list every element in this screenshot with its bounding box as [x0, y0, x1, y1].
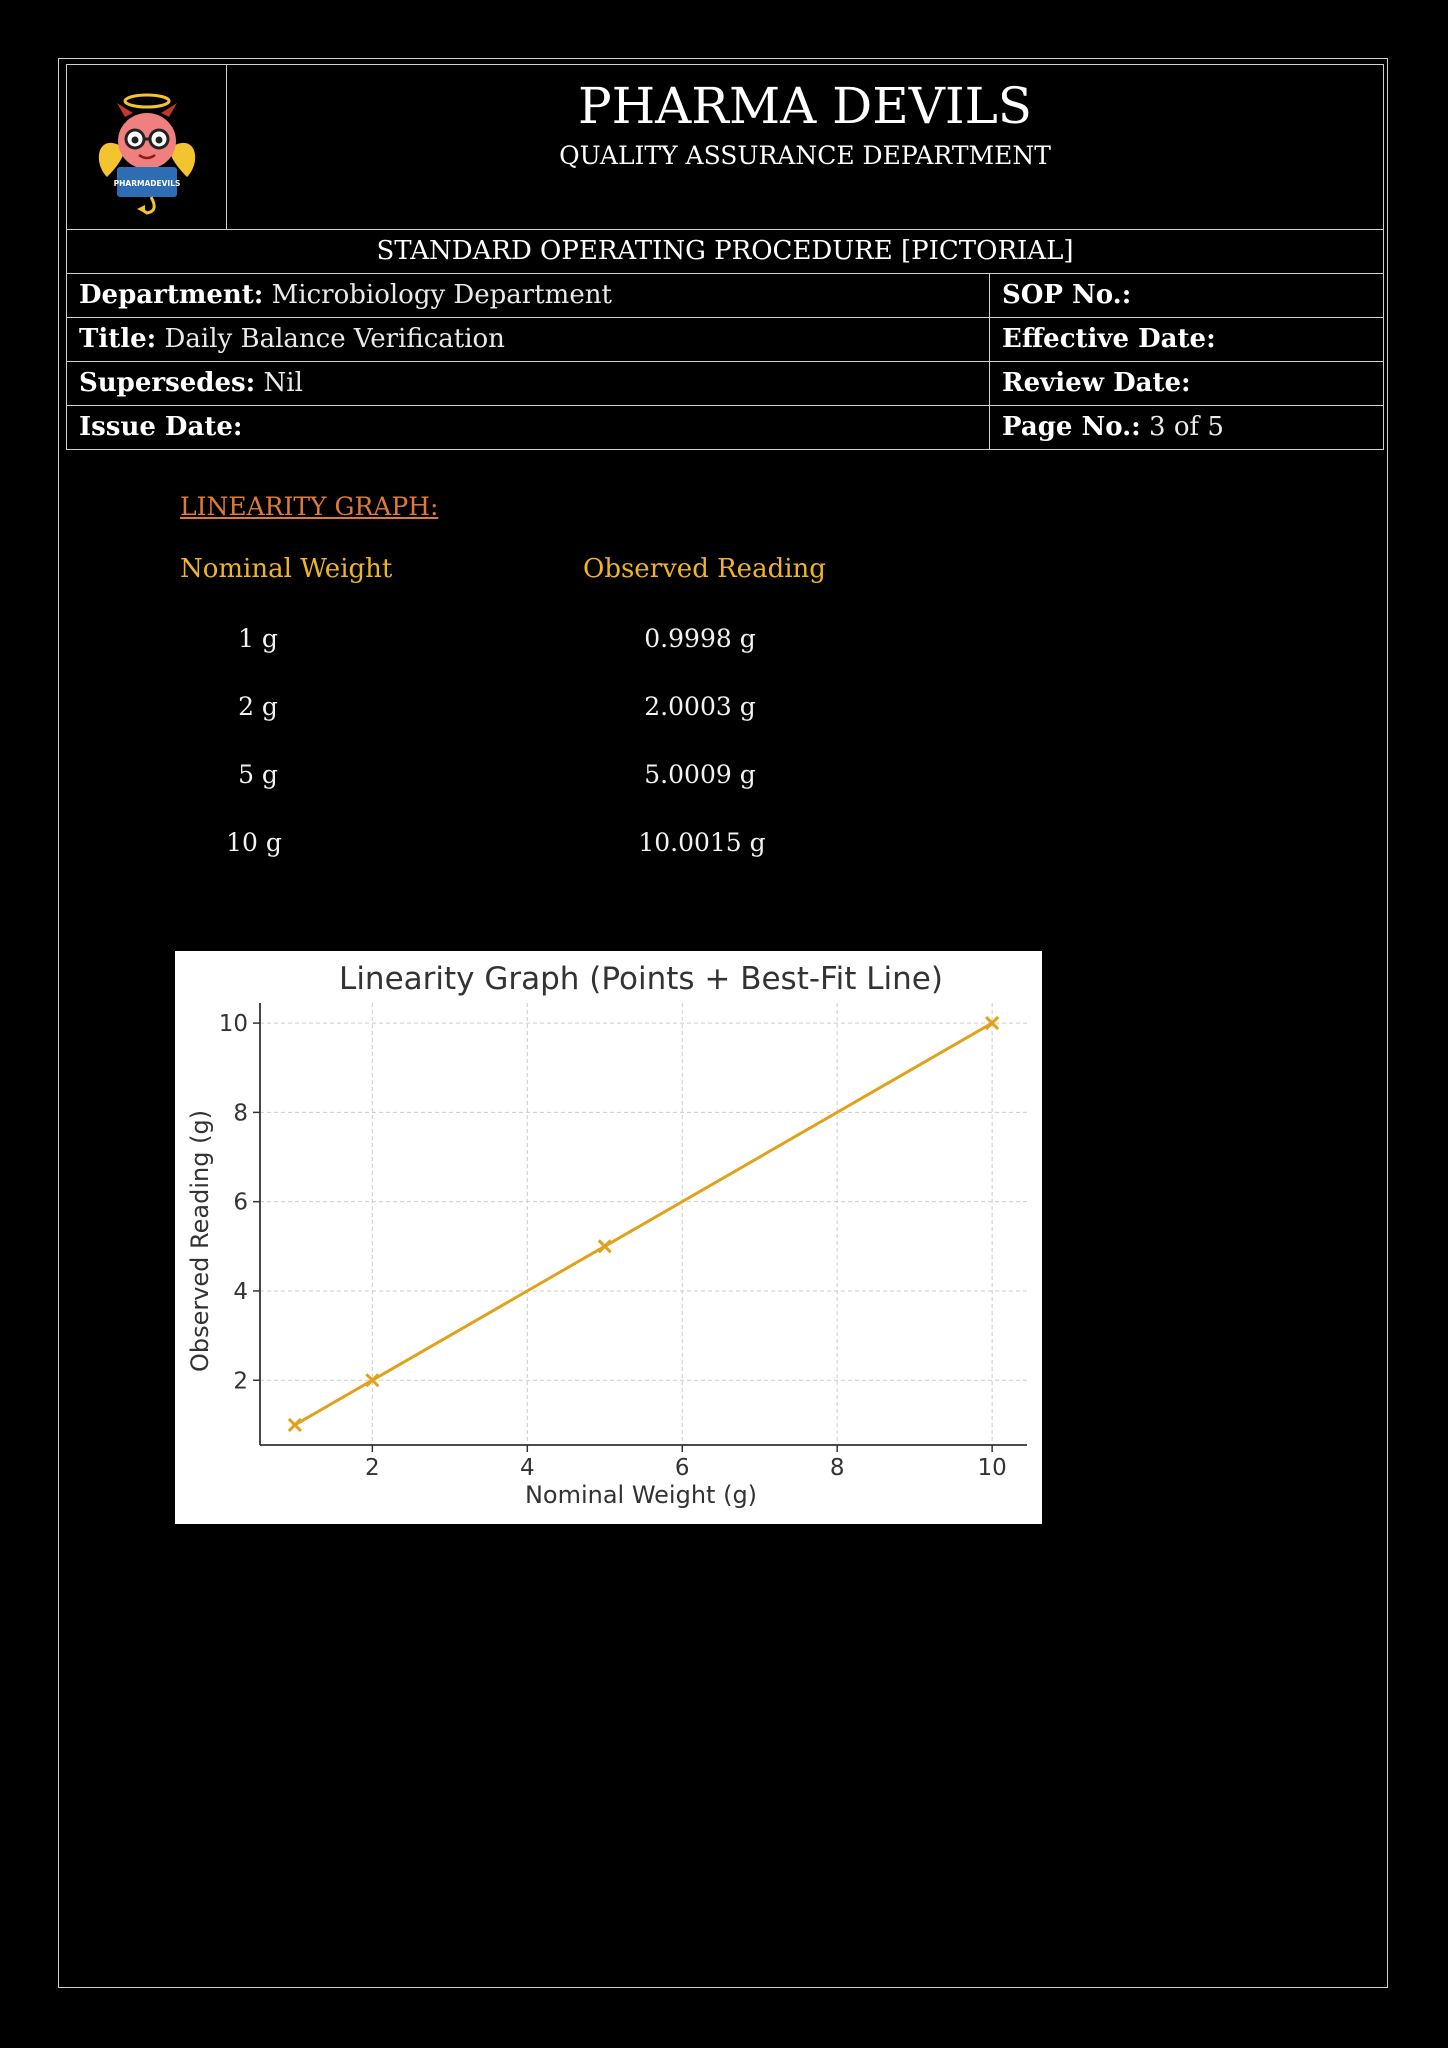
nominal-cell: 2 g	[238, 692, 278, 721]
title-label: Title:	[79, 324, 157, 354]
chart-y-axis-label: Observed Reading (g)	[186, 1109, 214, 1373]
y-tick-label: 6	[233, 1189, 248, 1216]
pharma-devils-logo-icon	[67, 65, 227, 229]
x-tick-label: 6	[674, 1455, 690, 1481]
x-tick-label: 4	[519, 1455, 535, 1481]
sop-type-row	[67, 229, 1383, 273]
observed-cell: 10.0015 g	[638, 828, 766, 857]
header-row-supersedes	[67, 361, 1383, 405]
logo-cell	[67, 65, 227, 229]
page-no-value: 3 of 5	[1149, 412, 1224, 442]
logo-text: PHARMADEVILS	[113, 179, 181, 188]
review-date-label: Review Date:	[1002, 368, 1191, 398]
effective-date-label: Effective Date:	[1002, 324, 1216, 354]
observed-reading-header: Observed Reading	[583, 554, 826, 584]
y-tick-label: 2	[233, 1368, 248, 1395]
sop-header-table	[66, 64, 1384, 450]
sop-no-label: SOP No.:	[1002, 280, 1132, 310]
x-tick-label: 10	[977, 1455, 1007, 1481]
issue-date-label: Issue Date:	[79, 412, 243, 442]
x-tick-label: 2	[365, 1455, 380, 1481]
x-tick-label: 8	[829, 1455, 845, 1481]
header-row-title	[67, 317, 1383, 361]
y-tick-label: 4	[233, 1278, 248, 1305]
nominal-cell: 1 g	[238, 624, 278, 653]
supersedes-value: Nil	[263, 368, 303, 398]
title-value: Daily Balance Verification	[164, 324, 505, 354]
y-tick-label: 8	[233, 1100, 248, 1127]
department-label: Department:	[79, 280, 264, 310]
page-no-label: Page No.:	[1002, 412, 1141, 442]
brand-block	[227, 65, 1383, 229]
company-name: PHARMA DEVILS	[577, 77, 1033, 135]
data-point	[599, 1240, 611, 1252]
department-value: Microbiology Department	[271, 280, 612, 310]
nominal-cell: 5 g	[238, 760, 278, 789]
y-tick-label: 10	[218, 1011, 248, 1038]
linearity-chart-svg	[175, 951, 1042, 1524]
nominal-cell: 10 g	[226, 828, 282, 857]
department-line: QUALITY ASSURANCE DEPARTMENT	[559, 141, 1051, 170]
header-row-issue	[67, 405, 1383, 449]
chart-title: Linearity Graph (Points + Best-Fit Line)	[339, 961, 943, 997]
nominal-weight-header: Nominal Weight	[180, 554, 393, 584]
observed-cell: 2.0003 g	[644, 692, 756, 721]
observed-cell: 5.0009 g	[644, 760, 756, 789]
linearity-chart	[175, 951, 1042, 1524]
data-point	[289, 1419, 301, 1431]
chart-x-axis-label: Nominal Weight (g)	[524, 1481, 758, 1509]
header-row-department	[67, 273, 1383, 317]
sop-type-title: STANDARD OPERATING PROCEDURE [PICTORIAL]	[376, 236, 1074, 266]
section-heading: LINEARITY GRAPH:	[180, 492, 439, 521]
best-fit-line	[295, 1023, 992, 1425]
observed-cell: 0.9998 g	[644, 624, 756, 653]
supersedes-label: Supersedes:	[79, 368, 256, 398]
